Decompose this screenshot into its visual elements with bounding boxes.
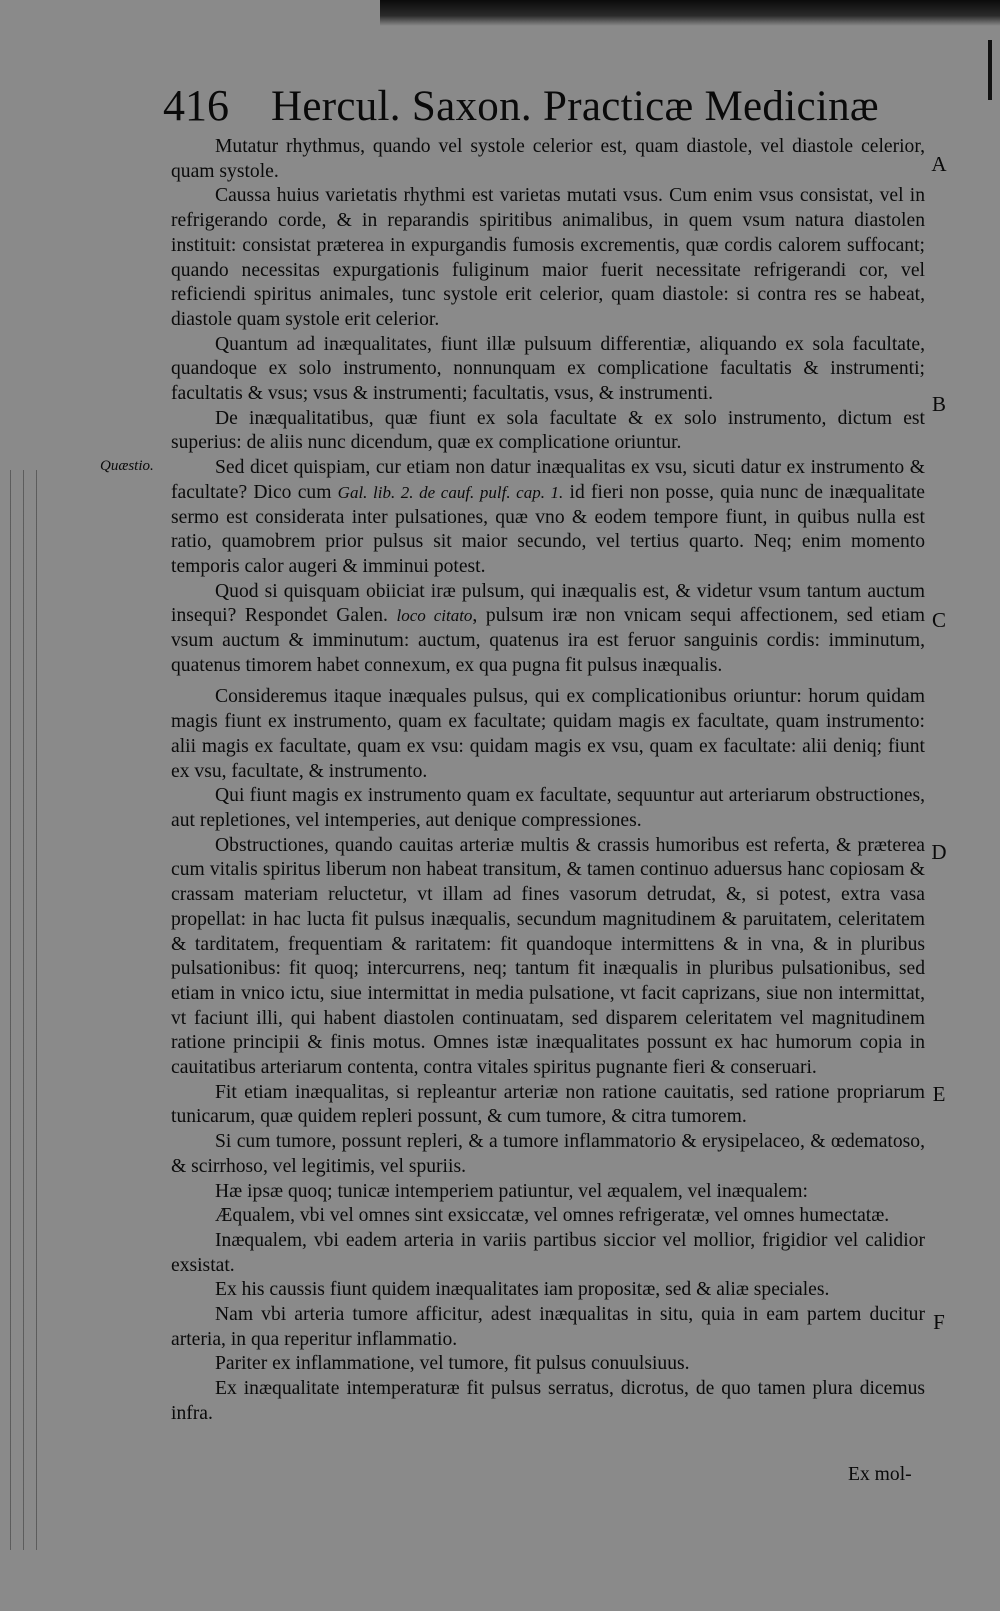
paragraph — [171, 456, 925, 580]
running-title: Hercul. Saxon. Practicæ Medicinæ — [271, 83, 879, 130]
paragraph: Nam vbi arteria tumore afficitur, adest inæqualitas in situ, quia in eam partem ducitur arteria, in qua reperitur inflammatio. — [171, 1304, 925, 1350]
paragraph: Inæqualem, vbi eadem arteria in variis partibus siccior vel mollior, frigidior vel calidior exsistat. — [171, 1229, 925, 1276]
section-letter-c: C — [931, 608, 946, 632]
paragraph: Ex his caussis fiunt quidem inæqualitates iam propositæ, sed & aliæ speciales. — [215, 1279, 830, 1301]
catchword: Ex mol- — [848, 1464, 912, 1485]
paragraph: Si cum tumore, possunt repleri, & a tumore inflammatorio & erysipelaceo, & œdematoso, & scirrhoso, vel legitimis, vel spuriis. — [171, 1131, 925, 1177]
body-text — [171, 135, 925, 1427]
running-header — [163, 80, 943, 136]
page-edge-shadow — [380, 0, 1000, 26]
gutter-mark — [988, 40, 992, 100]
section-letter-e: E — [932, 1082, 946, 1106]
binding-edge — [4, 470, 44, 1550]
paragraph: De inæqualitatibus, quæ fiunt ex sola facultate & ex solo instrumento, dictum est superius: de aliis nunc dicendum, quæ ex complicatione oriuntur. — [171, 407, 925, 454]
paragraph — [171, 580, 925, 679]
section-letter-a: A — [931, 152, 947, 176]
paragraph: Mutatur rhythmus, quando vel systole celerior est, quam diastole, vel diastole celerior, quam systole. — [171, 136, 925, 182]
section-letter-f: F — [933, 1310, 945, 1334]
paragraph: Hæ ipsæ quoq; tunicæ intemperiem patiuntur, vel æqualem, vel inæqualem: — [215, 1180, 808, 1202]
section-letter-d: D — [931, 840, 947, 864]
section-letter-b: B — [931, 392, 946, 416]
margin-note: Quæstio. — [100, 458, 154, 474]
paragraph-text: Quod si quisquam obiiciat iræ pulsum, qui inæqualis est, & videtur vsum tantum auctum insequi? Respondet Galen. — [171, 580, 925, 627]
paragraph: Qui fiunt magis ex instrumento quam ex facultate, sequuntur aut arteriarum obstructiones, aut repletiones, vel intemperies, aut denique compressiones. — [171, 785, 925, 831]
paragraph-text: , pulsum iræ non vnicam sequi affectionem, sed etiam vsum auctum & imminutum: auctum, quatenus ira est feruor sanguinis cordis: imminutum, quatenus timorem habet connexum, ex qua pugna fit pulsus inæqualis. — [171, 605, 925, 676]
paragraph-text: Sed dicet quispiam, cur etiam non datur inæqualitas ex vsu, sicuti datur ex instrumento & facultate? Dico cum — [171, 457, 925, 503]
paragraph: Consideremus itaque inæquales pulsus, qui ex complicationibus oriuntur: horum quidam magis fiunt ex instrumento, quam ex facultate; quidam magis ex facultate, quam instrumento: alii magis ex facultate, quam ex vsu: quidam magis ex vsu, quam ex facultate: alii deniq; fiunt ex vsu, facultate, & instrumento. — [171, 686, 925, 782]
paragraph: Æqualem, vbi vel omnes sint exsiccatæ, vel omnes refrigeratæ, vel omnes humectatæ. — [215, 1205, 890, 1227]
paragraph: Quantum ad inæqualitates, fiunt illæ pulsuum differentiæ, aliquando ex sola facultate, quandoque ex solo instrumento, nonnunquam ex complicatione facultatis & instrumenti; facultatis & vsus; vsus & instrumenti; facultatis, vsus, & instrumenti. — [171, 333, 925, 405]
paragraph-text: id fieri non posse, quia nunc de inæqualitate sermo est considerata inter pulsationes, quæ vno & eodem tempore fiunt, in quibus nulla est ratio, quamobrem prior pulsus sit maior secundo, vel tertius quarto. Neq; enim momento temporis calor augeri & imminui potest. — [171, 481, 925, 577]
paragraph: Obstructiones, quando cauitas arteriæ multis & crassis humoribus est referta, & præterea cum vitalis spiritus liberum non habeat transitum, & tamen continuo aduersus hanc copiosam & crassam materiam reluctetur, vt illam ad fines vasorum detrudat, &, si potest, extra vasa propellat: in hac lucta fit pulsus inæqualis, secundum magnitudinem & paruitatem, celeritatem & tarditatem, frequentiam & raritatem: fit quandoque intermittens & in vna, & in pluribus pulsationibus: fit quoq; intercurrens, neq; tantum fit inæqualis in pluribus pulsationibus, sed etiam in vnico ictu, siue intermittat in media pulsatione, vt facit caprizans, siue non intermittat, vt faciunt illi, qui habent diastolen continuatam, sed disparem celeritatem vel magnitudinem ratione principii & finis motus. Omnes istæ inæqualitates possunt ex hac humorum copia in cauitatibus arteriarum contenta, contra vitales spiritus pugnante fieri & conseruari. — [171, 834, 925, 1079]
paragraph: Pariter ex inflammatione, vel tumore, fit pulsus conuulsiuus. — [215, 1353, 690, 1375]
citation: Gal. lib. 2. de cauf. pulf. cap. 1. — [337, 482, 564, 502]
paragraph: Fit etiam inæqualitas, si repleantur arteriæ non ratione cauitatis, sed ratione propriarum tunicarum, quæ quidem repleri possunt, & cum tumore, & citra tumorem. — [171, 1081, 925, 1128]
citation: loco citato — [396, 606, 473, 626]
paragraph: Caussa huius varietatis rhythmi est varietas mutati vsus. Cum enim vsus consistat, vel in refrigerando corde, & in reparandis spiritibus animalibus, in quem vsum natura diastolen instituit: consistat præterea in expurgandis fumosis excrementis, quæ cordis calorem suffocant; quando necessitas expurgationis fuliginum maior fuerit necessitate refrigerandi cor, vel reficiendi spiritus animales, tunc systole erit celerior, quam diastole: si contra res se habeat, diastole quam systole erit celerior. — [171, 185, 925, 330]
paragraph: Ex inæqualitate intemperaturæ fit pulsus serratus, dicrotus, de quo tamen plura dicemus infra. — [171, 1378, 925, 1424]
page-number: 416 — [163, 81, 229, 130]
